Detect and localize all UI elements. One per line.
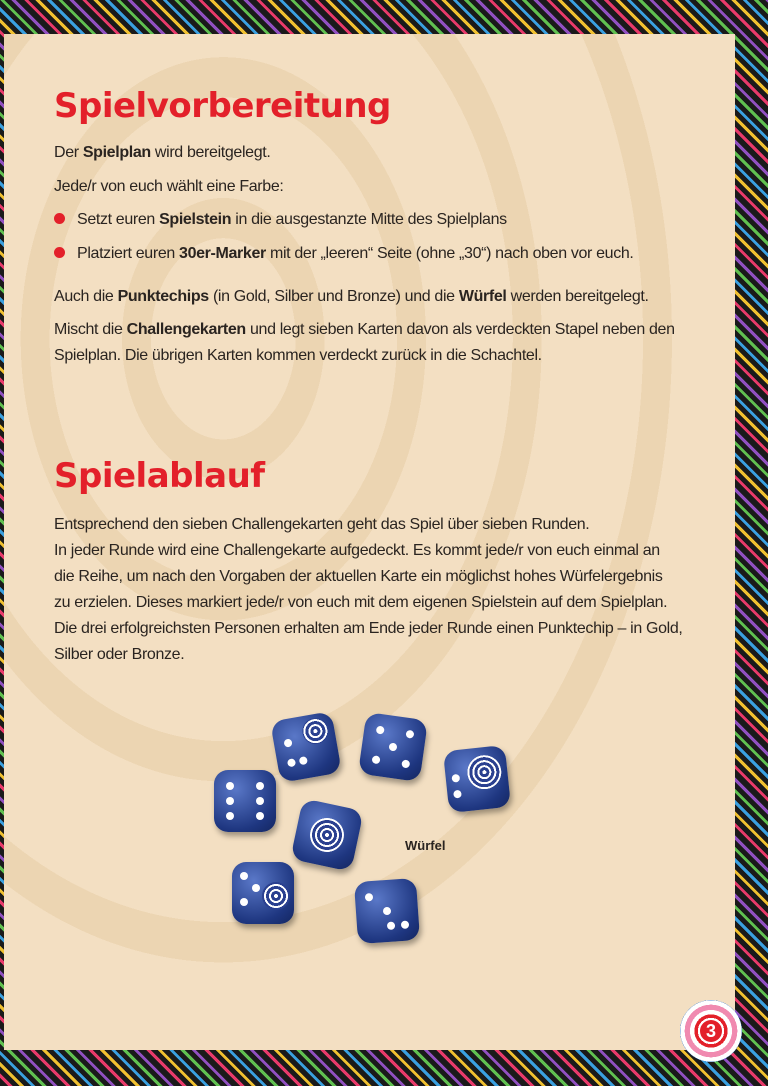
page-number-badge [680,1000,742,1062]
die-icon [214,770,276,832]
die-icon [290,798,364,872]
page-number: 3 [700,1020,722,1042]
heading-setup: Spielvorbereitung [54,86,391,126]
bullet-item: Platziert euren 30er-Marker mit der „leeren“ Seite (ohne „30“) nach oben vor euch. [54,241,714,267]
setup-paragraph-1: Der Spielplan wird bereitgelegt. [54,144,271,161]
setup-paragraph-4: Mischt die Challengekarten und legt sieben Karten davon als verdeckten Stapel neben den Spielplan. Die übrigen Karten kommen verdeckt zurück in die Schachtel. [54,321,675,364]
die-icon [270,711,342,783]
setup-paragraph-3: Auch die Punktechips (in Gold, Silber und Bronze) und die Würfel werden bereitgelegt. [54,288,649,305]
heading-flow: Spielablauf [54,456,265,496]
die-icon [358,712,428,782]
die-icon [232,862,294,924]
image-caption: Würfel [405,838,446,853]
bullet-icon [54,213,65,224]
flow-paragraph: Entsprechend den sieben Challengekarten geht das Spiel über sieben Runden. In jeder Runde wird eine Challengekarte aufgedeckt. Es kommt jede/r von euch einmal an die Reihe, um nach den Vorgaben der aktuellen Karte ein möglichst hohes Würfelergebnis zu erzielen. Dieses markiert jede/r von euch mit dem eigenen Spielstein auf dem Spielplan. Die drei erfolgreichsten Personen erhalten am Ende jeder Runde einen Punktechip – in Gold, Silber oder Bronze. [54,516,683,663]
bullet-icon [54,247,65,258]
die-icon [354,878,420,944]
bullet-item: Setzt euren Spielstein in die ausgestanzte Mitte des Spielplans [54,207,714,233]
die-icon [443,745,511,813]
setup-paragraph-2: Jede/r von euch wählt eine Farbe: [54,178,284,195]
